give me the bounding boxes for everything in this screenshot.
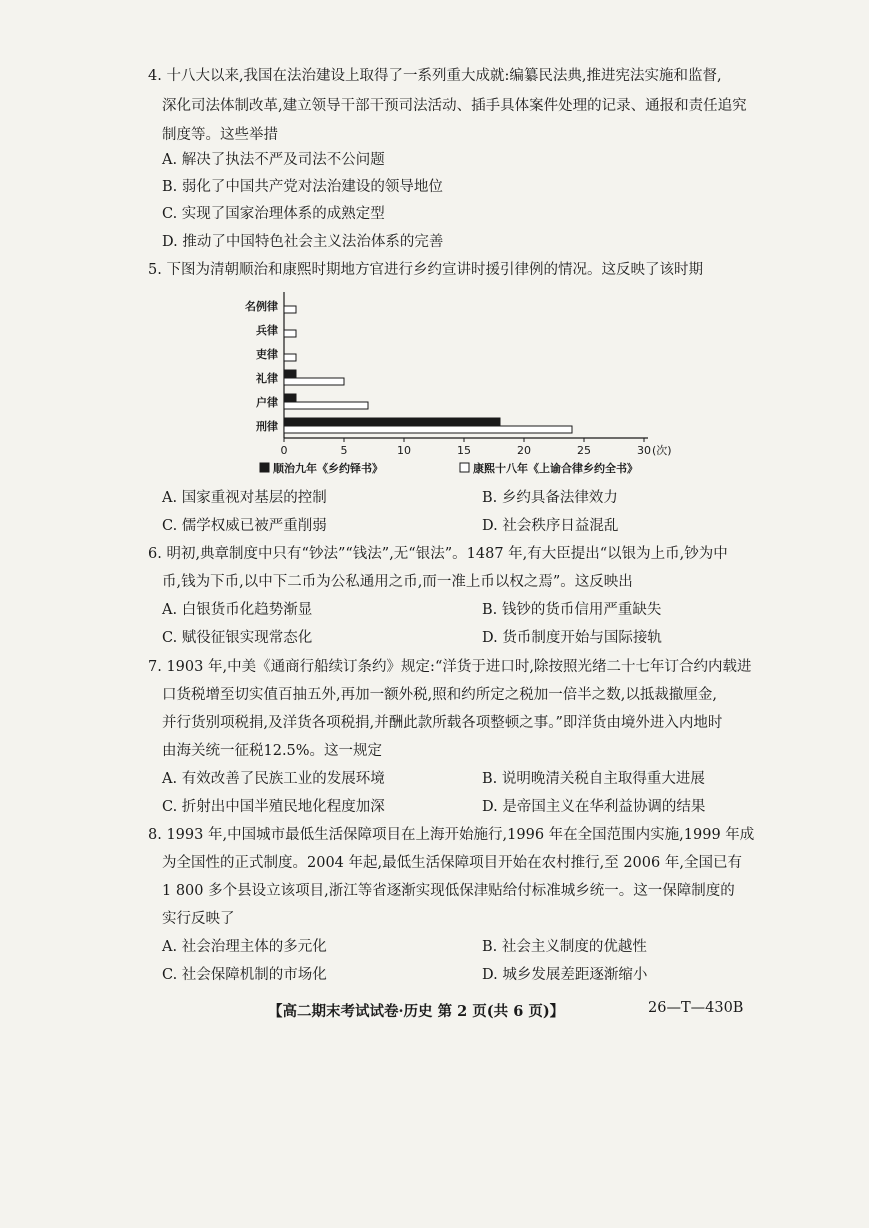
q5-bar-chart (230, 288, 690, 488)
bar-shunzhi (284, 370, 296, 377)
q4-option-c: C. 实现了国家治理体系的成熟定型 (162, 206, 385, 222)
bar-shunzhi (284, 394, 296, 401)
q8-option-c: C. 社会保障机制的市场化 (162, 967, 327, 983)
bar-kangxi (284, 378, 344, 385)
x-tick-label: 15 (457, 444, 471, 457)
q4-option-a: A. 解决了执法不严及司法不公问题 (162, 152, 385, 168)
q8-stem-line-3: 1 800 多个县设立该项目,浙江等省逐渐实现低保津贴给付标准城乡统一。这一保障制度的 (162, 883, 735, 899)
q7-option-d: D. 是帝国主义在华利益协调的结果 (482, 799, 706, 815)
q4-option-d: D. 推动了中国特色社会主义法治体系的完善 (162, 234, 444, 250)
q5-option-c: C. 儒学权威已被严重削弱 (162, 518, 327, 534)
page-footer-code: 26—T—430B (648, 1000, 744, 1016)
q5-option-b: B. 乡约具备法律效力 (482, 490, 618, 506)
legend-label: 康熙十八年《上谕合律乡约全书》 (473, 462, 638, 475)
q7-stem-line-1: 7. 1903 年,中美《通商行船续订条约》规定:“洋货于进口时,除按照光绪二十七年订合约内载进 (148, 659, 752, 675)
q6-option-d: D. 货币制度开始与国际接轨 (482, 630, 662, 646)
q6-option-a: A. 白银货币化趋势渐显 (162, 602, 313, 618)
x-axis-unit: (次) (652, 444, 672, 457)
q5-option-a: A. 国家重视对基层的控制 (162, 490, 327, 506)
category-label: 兵律 (256, 324, 278, 337)
x-tick-label: 30 (637, 444, 651, 457)
category-label: 刑律 (256, 420, 278, 433)
q7-stem-line-3: 并行货别项税捐,及洋货各项税捐,并酬此款所载各项整顿之事。”即洋货由境外进入内地时 (162, 715, 723, 731)
q8-option-b: B. 社会主义制度的优越性 (482, 939, 647, 955)
q8-option-a: A. 社会治理主体的多元化 (162, 939, 327, 955)
legend-label: 顺治九年《乡约铎书》 (273, 462, 383, 475)
legend-swatch (260, 463, 269, 472)
q7-option-b: B. 说明晚清关税自主取得重大进展 (482, 771, 705, 787)
x-tick-label: 25 (577, 444, 591, 457)
q4-option-b: B. 弱化了中国共产党对法治建设的领导地位 (162, 179, 443, 195)
q7-stem-line-4: 由海关统一征税12.5%。这一规定 (162, 743, 383, 759)
category-label: 户律 (256, 396, 278, 409)
bar-kangxi (284, 426, 572, 433)
x-tick-label: 20 (517, 444, 531, 457)
q7-stem-line-2: 口货税增至切实值百抽五外,再加一额外税,照和约所定之税加一倍半之数,以抵裁撤厘金, (162, 687, 717, 703)
q7-option-a: A. 有效改善了民族工业的发展环境 (162, 771, 385, 787)
bar-kangxi (284, 402, 368, 409)
q4-stem-line-2: 深化司法体制改革,建立领导干部干预司法活动、插手具体案件处理的记录、通报和责任追究 (162, 98, 747, 114)
bar-kangxi (284, 330, 296, 337)
q6-stem-line-1: 6. 明初,典章制度中只有“钞法”“钱法”,无“银法”。1487 年,有大臣提出“以银为上币,钞为中 (148, 546, 728, 562)
q8-stem-line-2: 为全国性的正式制度。2004 年起,最低生活保障项目开始在农村推行,至 2006 年,全国已有 (162, 855, 742, 871)
q5-stem-line-1: 5. 下图为清朝顺治和康熙时期地方官进行乡约宣讲时援引律例的情况。这反映了该时期 (148, 262, 703, 278)
bar-shunzhi (284, 418, 500, 425)
q4-stem-line-3: 制度等。这些举措 (162, 127, 278, 143)
q5-option-d: D. 社会秩序日益混乱 (482, 518, 619, 534)
page-footer-title: 【高二期末考试试卷·历史 第 2 页(共 6 页)】 (268, 1003, 565, 1020)
q4-stem-line-1: 4. 十八大以来,我国在法治建设上取得了一系列重大成就:编纂民法典,推进宪法实施和监督, (148, 68, 722, 84)
x-tick-label: 0 (280, 444, 288, 457)
q8-option-d: D. 城乡发展差距逐渐缩小 (482, 967, 648, 983)
category-label: 名例律 (245, 300, 278, 313)
q8-stem-line-1: 8. 1993 年,中国城市最低生活保障项目在上海开始施行,1996 年在全国范围内实施,1999 年成 (148, 827, 755, 843)
category-label: 吏律 (256, 348, 278, 361)
q6-option-c: C. 赋役征银实现常态化 (162, 630, 313, 646)
q7-option-c: C. 折射出中国半殖民地化程度加深 (162, 799, 385, 815)
bar-kangxi (284, 354, 296, 361)
category-label: 礼律 (256, 372, 278, 385)
x-tick-label: 5 (340, 444, 348, 457)
q8-stem-line-4: 实行反映了 (162, 911, 235, 927)
bar-kangxi (284, 306, 296, 313)
q6-option-b: B. 钱钞的货币信用严重缺失 (482, 602, 662, 618)
q6-stem-line-2: 币,钱为下币,以中下二币为公私通用之币,而一准上币以权之焉”。这反映出 (162, 574, 633, 590)
legend-swatch (460, 463, 469, 472)
x-tick-label: 10 (397, 444, 411, 457)
